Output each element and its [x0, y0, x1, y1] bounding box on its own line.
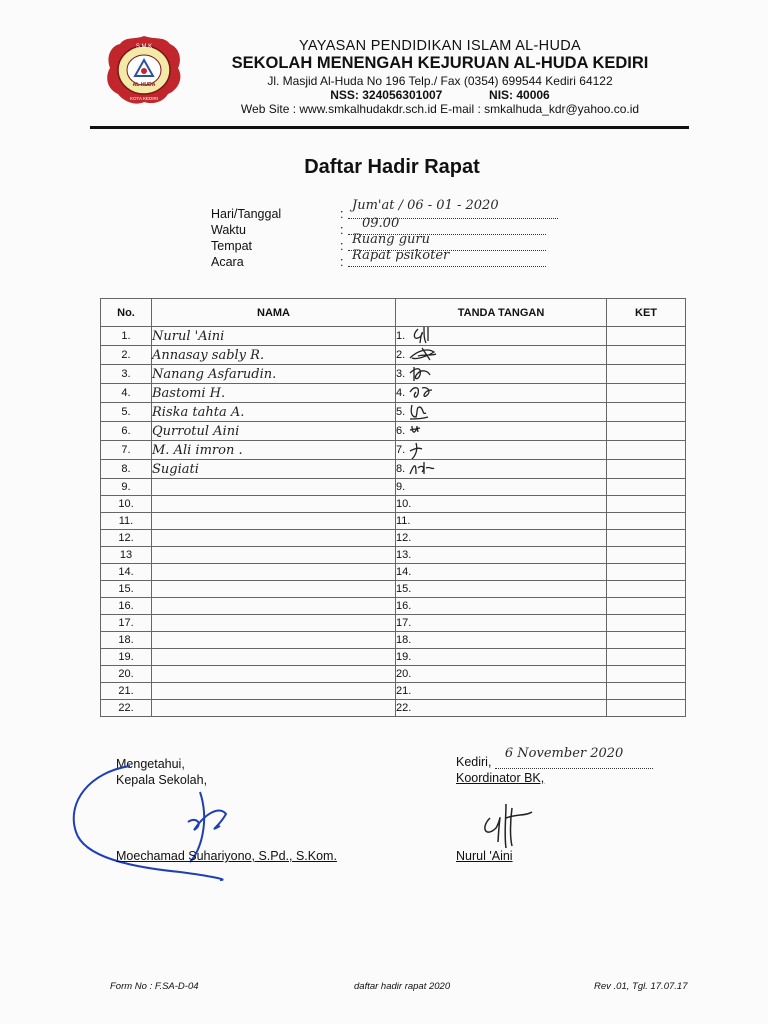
signature-cell [396, 422, 607, 441]
signature-cell [396, 327, 607, 346]
signature-number: 8. [396, 462, 406, 475]
signature-number: 16. [396, 600, 412, 612]
table-row [101, 615, 686, 632]
table-row [101, 403, 686, 422]
school-address: Jl. Masjid Al-Huda No 196 Telp./ Fax (0354) 699544 Kediri 64122 [267, 74, 613, 88]
table-row [101, 441, 686, 460]
signature-cell [396, 666, 607, 683]
signature-number: 22. [396, 702, 412, 714]
row-number: 3. [101, 365, 152, 384]
attendee-signature [408, 460, 440, 478]
table-row [101, 496, 686, 513]
meta-label-agenda: Acara [211, 255, 244, 269]
attendee-signature [408, 327, 440, 345]
revision-info: Rev .01, Tgl. 17.07.17 [594, 981, 688, 992]
attendee-name [152, 564, 396, 581]
attendee-name: Sugiati [152, 460, 396, 479]
date-place-label: Kediri, [456, 755, 495, 769]
school-name: SEKOLAH MENENGAH KEJURUAN AL-HUDA KEDIRI [231, 54, 649, 72]
table-row [101, 365, 686, 384]
row-number: 21. [101, 683, 152, 700]
school-ids [60, 88, 768, 102]
signature-number: 5. [396, 405, 406, 418]
signature-cell [396, 615, 607, 632]
remark-cell [607, 564, 686, 581]
signature-number: 20. [396, 668, 412, 680]
signature-cell [396, 346, 607, 365]
row-number: 19. [101, 649, 152, 666]
remark-cell [607, 422, 686, 441]
remark-cell [607, 327, 686, 346]
remark-cell [607, 479, 686, 496]
row-number: 15. [101, 581, 152, 598]
attendee-name: Annasay sably R. [152, 346, 396, 365]
attendee-name [152, 479, 396, 496]
table-row [101, 513, 686, 530]
signature-number: 17. [396, 617, 412, 629]
meta-value-time: 09.00 [362, 216, 400, 231]
logo-text-top: S M K [135, 44, 153, 50]
row-number: 13 [101, 547, 152, 564]
signature-number: 1. [396, 329, 406, 342]
signature-cell [396, 513, 607, 530]
row-number: 20. [101, 666, 152, 683]
attendee-name: Bastomi H. [152, 384, 396, 403]
remark-cell [607, 649, 686, 666]
row-number: 22. [101, 700, 152, 717]
attendance-table [100, 298, 686, 717]
attendee-name [152, 547, 396, 564]
meta-label-time: Waktu [211, 223, 246, 237]
signature-cell [396, 581, 607, 598]
attendee-signature [408, 346, 440, 364]
signature-cell [396, 547, 607, 564]
signature-cell [396, 496, 607, 513]
signature-number: 4. [396, 386, 406, 399]
remark-cell [607, 615, 686, 632]
logo-text-bottom: KOTA KEDIRI [130, 96, 158, 101]
attendee-signature [408, 441, 440, 459]
attendee-name [152, 598, 396, 615]
table-row [101, 632, 686, 649]
table-row [101, 598, 686, 615]
remark-cell [607, 581, 686, 598]
signature-cell [396, 700, 607, 717]
remark-cell [607, 683, 686, 700]
signature-number: 6. [396, 424, 406, 437]
row-number: 6. [101, 422, 152, 441]
remark-cell [607, 384, 686, 403]
row-number: 17. [101, 615, 152, 632]
remark-cell [607, 666, 686, 683]
signature-cell [396, 403, 607, 422]
row-number: 2. [101, 346, 152, 365]
table-row [101, 530, 686, 547]
coordinator-signature [476, 798, 536, 850]
table-row [101, 547, 686, 564]
signature-number: 11. [396, 515, 411, 527]
row-number: 4. [101, 384, 152, 403]
row-number: 5. [101, 403, 152, 422]
table-row [101, 460, 686, 479]
attendee-signature [408, 422, 440, 440]
table-row [101, 327, 686, 346]
row-number: 8. [101, 460, 152, 479]
attendee-name [152, 615, 396, 632]
row-number: 12. [101, 530, 152, 547]
school-contact: Web Site : www.smkalhudakdr.sch.id E-mail : smkalhuda_kdr@yahoo.co.id [240, 102, 640, 116]
remark-cell [607, 530, 686, 547]
row-number: 14. [101, 564, 152, 581]
coordinator-name: Nurul 'Aini [456, 849, 513, 863]
row-number: 11. [101, 513, 152, 530]
attendee-signature [408, 365, 440, 383]
principal-signature [70, 762, 250, 887]
signature-number: 19. [396, 651, 412, 663]
table-row [101, 564, 686, 581]
signature-cell [396, 598, 607, 615]
signature-cell [396, 530, 607, 547]
header-divider [90, 126, 689, 129]
meta-value-date: Jum'at / 06 - 01 - 2020 [352, 198, 499, 213]
remark-cell [607, 365, 686, 384]
principal-name: Moechamad Suhariyono, S.Pd., S.Kom. [116, 849, 337, 863]
col-header-nama: NAMA [152, 299, 396, 327]
attendee-name [152, 683, 396, 700]
attendee-name [152, 666, 396, 683]
attendee-name [152, 581, 396, 598]
attendee-signature [408, 403, 440, 421]
remark-cell [607, 496, 686, 513]
sign-date: 6 November 2020 [504, 746, 624, 761]
nis-number: NIS: 40006 [489, 88, 550, 102]
table-row [101, 683, 686, 700]
row-number: 1. [101, 327, 152, 346]
attendee-signature [408, 384, 440, 402]
attendee-name: Nurul 'Aini [152, 327, 396, 346]
remark-cell [607, 460, 686, 479]
remark-cell [607, 547, 686, 564]
attendee-name: Riska tahta A. [152, 403, 396, 422]
signature-cell [396, 365, 607, 384]
attendee-name [152, 700, 396, 717]
signature-number: 18. [396, 634, 412, 646]
row-number: 10. [101, 496, 152, 513]
table-row [101, 700, 686, 717]
table-row [101, 649, 686, 666]
signature-number: 14. [396, 566, 412, 578]
meta-value-place: Ruang guru [352, 232, 431, 247]
signature-number: 21. [396, 685, 412, 697]
signature-number: 10. [396, 498, 412, 510]
table-row [101, 384, 686, 403]
acknowledged-label: Mengetahui, [116, 757, 185, 771]
table-row [101, 581, 686, 598]
signature-number: 7. [396, 443, 406, 456]
signature-cell [396, 632, 607, 649]
foundation-name: YAYASAN PENDIDIKAN ISLAM AL-HUDA [299, 38, 581, 54]
document-name: daftar hadir rapat 2020 [354, 981, 451, 992]
row-number: 18. [101, 632, 152, 649]
signature-number: 13. [396, 549, 412, 561]
attendee-name: M. Ali imron . [152, 441, 396, 460]
attendee-name [152, 530, 396, 547]
attendee-name [152, 513, 396, 530]
table-row [101, 422, 686, 441]
attendee-name [152, 632, 396, 649]
remark-cell [607, 598, 686, 615]
meta-value-agenda: Rapat psikoter [352, 248, 450, 263]
table-header-row [101, 299, 686, 327]
signature-number: 2. [396, 348, 406, 361]
remark-cell [607, 700, 686, 717]
attendee-name: Nanang Asfarudin. [152, 365, 396, 384]
signature-number: 15. [396, 583, 412, 595]
form-number: Form No : F.SA-D-04 [110, 981, 199, 992]
signature-cell [396, 649, 607, 666]
table-row [101, 346, 686, 365]
col-header-no: No. [101, 299, 152, 327]
document-title: Daftar Hadir Rapat [304, 156, 480, 178]
row-number: 7. [101, 441, 152, 460]
date-place-line [456, 746, 653, 769]
nss-number: NSS: 324056301007 [330, 88, 443, 102]
col-header-tanda-tangan: TANDA TANGAN [396, 299, 607, 327]
meta-label-date: Hari/Tanggal [211, 207, 282, 221]
signature-cell [396, 683, 607, 700]
principal-title: Kepala Sekolah, [116, 773, 208, 787]
logo-text-mid: AL-HUDA [132, 82, 156, 88]
signature-cell [396, 384, 607, 403]
col-header-ket: KET [607, 299, 686, 327]
signature-cell [396, 479, 607, 496]
table-row [101, 479, 686, 496]
signature-cell [396, 441, 607, 460]
signature-cell [396, 460, 607, 479]
attendee-name [152, 496, 396, 513]
attendee-name [152, 649, 396, 666]
signature-number: 9. [396, 481, 406, 493]
signature-cell [396, 564, 607, 581]
attendee-name: Qurrotul Aini [152, 422, 396, 441]
row-number: 9. [101, 479, 152, 496]
signature-number: 3. [396, 367, 406, 380]
table-row [101, 666, 686, 683]
remark-cell [607, 346, 686, 365]
signature-number: 12. [396, 532, 412, 544]
meta-label-place: Tempat [211, 239, 252, 253]
remark-cell [607, 513, 686, 530]
remark-cell [607, 632, 686, 649]
remark-cell [607, 403, 686, 422]
row-number: 16. [101, 598, 152, 615]
coordinator-title: Koordinator BK, [456, 771, 545, 785]
remark-cell [607, 441, 686, 460]
